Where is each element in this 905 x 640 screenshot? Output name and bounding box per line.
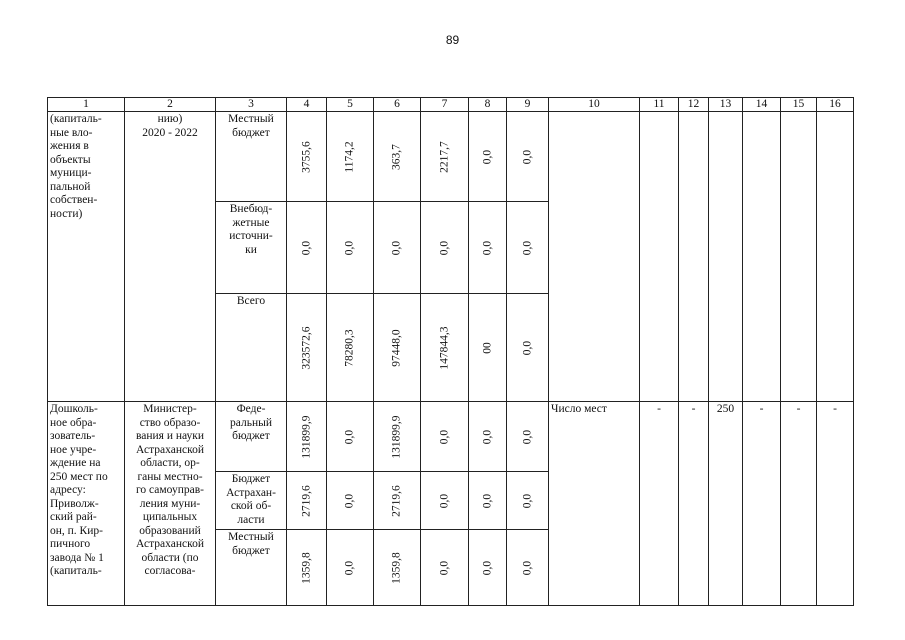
value-cell: 1359,8 bbox=[374, 530, 421, 606]
indicator-value-cell: - bbox=[743, 402, 781, 606]
col-header: 15 bbox=[781, 98, 817, 112]
budget-table bbox=[47, 97, 854, 606]
empty-cell bbox=[817, 112, 854, 402]
indicator-value-cell: - bbox=[781, 402, 817, 606]
responsible-cell: нию) 2020 - 2022 bbox=[125, 112, 216, 402]
col-header: 8 bbox=[469, 98, 507, 112]
value-cell: 0,0 bbox=[507, 294, 549, 402]
col-header: 3 bbox=[216, 98, 287, 112]
funding-source-cell: Местный бюджет bbox=[216, 112, 287, 202]
value-cell: 0,0 bbox=[469, 472, 507, 530]
value-cell: 363,7 bbox=[374, 112, 421, 202]
col-header: 7 bbox=[421, 98, 469, 112]
value-cell: 0,0 bbox=[421, 402, 469, 472]
col-header: 4 bbox=[287, 98, 327, 112]
col-header: 16 bbox=[817, 98, 854, 112]
funding-source-cell: Внебюд- жетные источни- ки bbox=[216, 202, 287, 294]
value-cell: 131899,9 bbox=[374, 402, 421, 472]
page-number: 89 bbox=[445, 33, 460, 47]
funding-source-cell: Феде- ральный бюджет bbox=[216, 402, 287, 472]
value-cell: 0,0 bbox=[507, 202, 549, 294]
value-cell: 0,0 bbox=[421, 202, 469, 294]
col-header: 12 bbox=[679, 98, 709, 112]
value-cell: 1359,8 bbox=[287, 530, 327, 606]
funding-source-cell: Местный бюджет bbox=[216, 530, 287, 606]
header-row bbox=[48, 98, 854, 112]
indicator-value-cell: - bbox=[817, 402, 854, 606]
empty-cell bbox=[679, 112, 709, 402]
indicator-cell bbox=[549, 112, 640, 402]
value-cell: 00 bbox=[469, 294, 507, 402]
value-cell: 323572,6 bbox=[287, 294, 327, 402]
responsible-cell: Министер- ство образо- вания и науки Астраханской области, ор- ганы местно- го самоупрaв- ления муни- ципальных образований Астраханской области (по согласова- bbox=[125, 402, 216, 606]
value-cell: 0,0 bbox=[469, 530, 507, 606]
value-cell: 147844,3 bbox=[421, 294, 469, 402]
empty-cell bbox=[709, 112, 743, 402]
col-header: 2 bbox=[125, 98, 216, 112]
value-cell: 0,0 bbox=[421, 530, 469, 606]
value-cell: 0,0 bbox=[421, 472, 469, 530]
value-cell: 0,0 bbox=[327, 202, 374, 294]
value-cell: 2217,7 bbox=[421, 112, 469, 202]
col-header: 10 bbox=[549, 98, 640, 112]
object-name-cell: Дошколь- ное обра- зователь- ное учре- ждение на 250 мест по адресу: Приволж- ский рай- он, п. Кир- пичного завода № 1 (капиталь- bbox=[48, 402, 125, 606]
value-cell: 2719,6 bbox=[374, 472, 421, 530]
col-header: 13 bbox=[709, 98, 743, 112]
value-cell: 0,0 bbox=[374, 202, 421, 294]
value-cell: 0,0 bbox=[507, 472, 549, 530]
empty-cell bbox=[781, 112, 817, 402]
col-header: 11 bbox=[640, 98, 679, 112]
value-cell: 0,0 bbox=[287, 202, 327, 294]
value-cell: 1174,2 bbox=[327, 112, 374, 202]
value-cell: 0,0 bbox=[507, 530, 549, 606]
col-header: 6 bbox=[374, 98, 421, 112]
value-cell: 131899,9 bbox=[287, 402, 327, 472]
value-cell: 0,0 bbox=[327, 530, 374, 606]
empty-cell bbox=[743, 112, 781, 402]
value-cell: 0,0 bbox=[469, 112, 507, 202]
value-cell: 0,0 bbox=[507, 112, 549, 202]
indicator-value-cell: 250 bbox=[709, 402, 743, 606]
value-cell: 0,0 bbox=[507, 402, 549, 472]
table-row bbox=[48, 112, 854, 202]
value-cell: 0,0 bbox=[469, 402, 507, 472]
funding-source-cell: Всего bbox=[216, 294, 287, 402]
funding-source-cell: Бюджет Астрахан- ской об- ласти bbox=[216, 472, 287, 530]
value-cell: 78280,3 bbox=[327, 294, 374, 402]
indicator-value-cell: - bbox=[679, 402, 709, 606]
col-header: 5 bbox=[327, 98, 374, 112]
col-header: 14 bbox=[743, 98, 781, 112]
empty-cell bbox=[640, 112, 679, 402]
table-row bbox=[48, 402, 854, 472]
indicator-value-cell: - bbox=[640, 402, 679, 606]
value-cell: 3755,6 bbox=[287, 112, 327, 202]
value-cell: 0,0 bbox=[469, 202, 507, 294]
col-header: 9 bbox=[507, 98, 549, 112]
object-name-cell: (капиталь- ные вло- жения в объекты муници- пальной собствен- ности) bbox=[48, 112, 125, 402]
value-cell: 97448,0 bbox=[374, 294, 421, 402]
indicator-cell: Число мест bbox=[549, 402, 640, 606]
value-cell: 0,0 bbox=[327, 472, 374, 530]
value-cell: 0,0 bbox=[327, 402, 374, 472]
value-cell: 2719,6 bbox=[287, 472, 327, 530]
col-header: 1 bbox=[48, 98, 125, 112]
